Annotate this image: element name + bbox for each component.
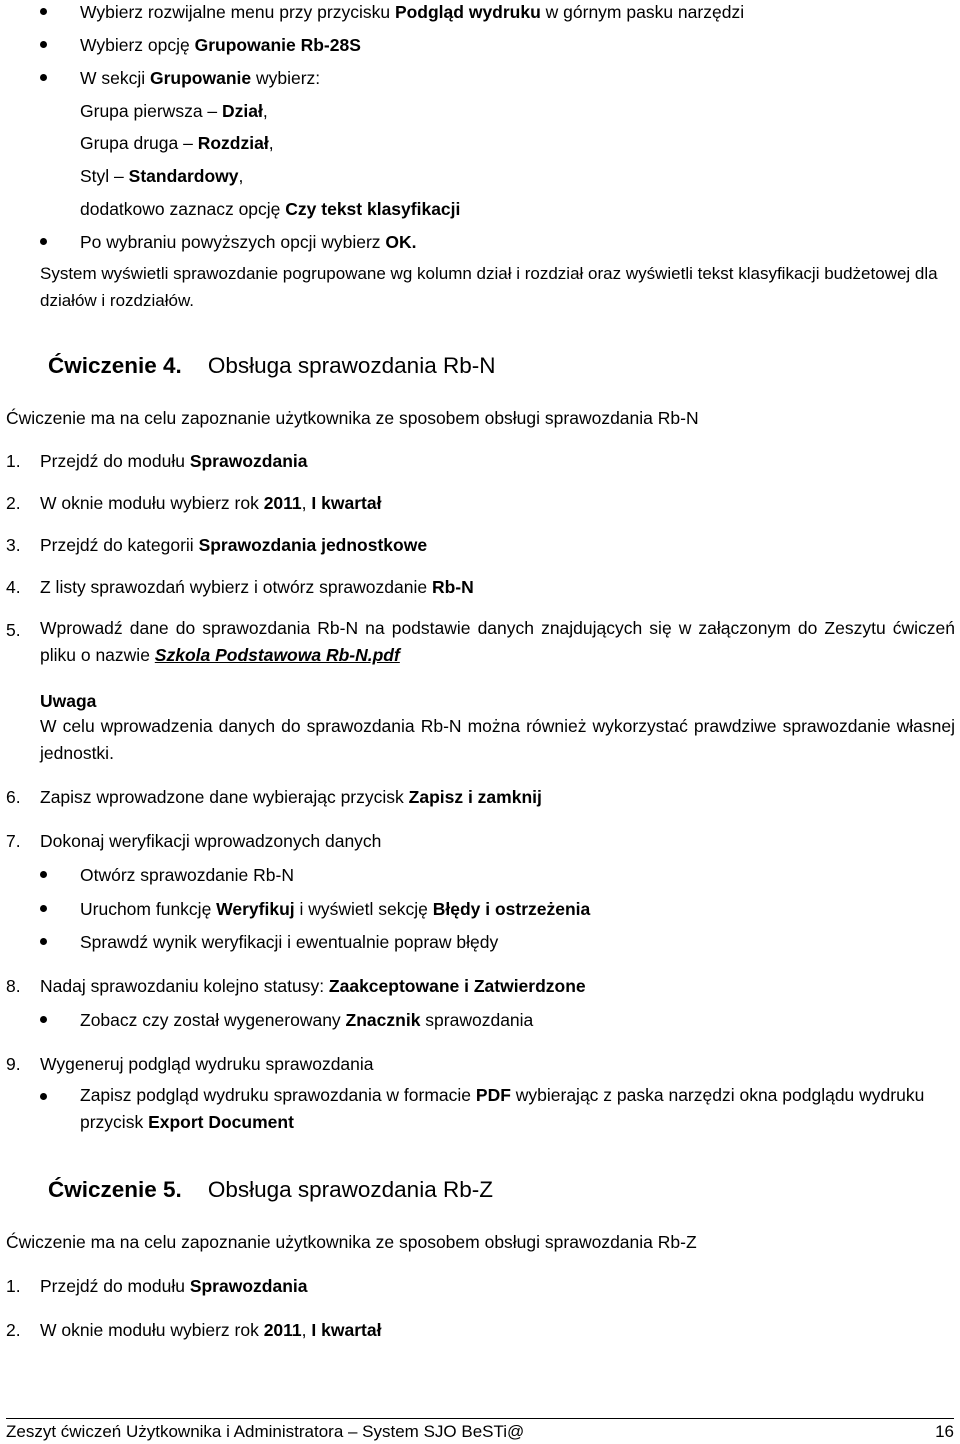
file-name: Szkola Podstawowa Rb-N.pdf: [154, 645, 400, 665]
step-number: 6.: [6, 787, 21, 807]
sub-bullet-item: Sprawdź wynik weryfikacji i ewentualnie popraw błędy: [80, 932, 499, 952]
bullet-item: Po wybraniu powyższych opcji wybierz OK.: [80, 232, 417, 252]
exercise-label: Ćwiczenie 4.: [48, 353, 182, 378]
bullet-icon: [40, 905, 47, 912]
step-number: 1.: [6, 451, 21, 471]
exercise-4-heading: [48, 351, 495, 381]
step-item: W oknie modułu wybierz rok 2011, I kwartał: [40, 1320, 382, 1340]
step-item: Nadaj sprawozdaniu kolejno statusy: Zaakceptowane i Zatwierdzone: [40, 976, 586, 996]
exercise-intro: Ćwiczenie ma na celu zapoznanie użytkownika ze sposobem obsługi sprawozdania Rb-N: [6, 408, 699, 428]
step-number: 7.: [6, 831, 21, 851]
step-number: 5.: [6, 620, 21, 640]
step-item: W oknie modułu wybierz rok 2011, I kwartał: [40, 493, 382, 513]
step-number: 1.: [6, 1276, 21, 1296]
step-number: 8.: [6, 976, 21, 996]
step-number: 2.: [6, 493, 21, 513]
system-note: System wyświetli sprawozdanie pogrupowane wg kolumn dział i rozdział oraz wyświetli tekst klasyfikacji budżetowej dla działów i rozdziałów.: [40, 264, 938, 310]
step-item: Wprowadź dane do sprawozdania Rb-N na podstawie danych znajdujących się w załączonym do Zeszytu ćwiczeń pliku o nazwie Szkola Podstawowa Rb-N.pdf: [40, 618, 955, 665]
bullet-item: Wybierz opcję Grupowanie Rb-28S: [80, 35, 361, 55]
grouping-line: Styl – Standardowy,: [80, 166, 244, 186]
step-number: 3.: [6, 535, 21, 555]
sub-bullet-item: Otwórz sprawozdanie Rb-N: [80, 865, 294, 885]
exercise-intro: Ćwiczenie ma na celu zapoznanie użytkownika ze sposobem obsługi sprawozdania Rb-Z: [6, 1232, 697, 1252]
exercise-title: Obsługa sprawozdania Rb-N: [207, 353, 496, 378]
step-item: Dokonaj weryfikacji wprowadzonych danych: [40, 831, 382, 851]
page-footer: [6, 1418, 954, 1443]
exercise-title: Obsługa sprawozdania Rb-Z: [207, 1177, 493, 1202]
page-number: 16: [935, 1422, 954, 1441]
bullet-icon: [40, 41, 47, 48]
step-item: Przejdź do modułu Sprawozdania: [40, 1276, 308, 1296]
note-text: W celu wprowadzenia danych do sprawozdania Rb-N można również wykorzystać prawdziwe sprawozdanie własnej jednostki.: [40, 716, 955, 763]
bullet-item: Wybierz rozwijalne menu przy przycisku Podgląd wydruku w górnym pasku narzędzi: [80, 2, 745, 22]
step-item: Przejdź do modułu Sprawozdania: [40, 451, 308, 471]
bullet-icon: [40, 1016, 47, 1023]
bullet-icon: [40, 938, 47, 945]
bullet-icon: [40, 238, 47, 245]
bullet-item: W sekcji Grupowanie wybierz:: [80, 68, 321, 88]
sub-bullet-item: Zapisz podgląd wydruku sprawozdania w formacie PDF wybierając z paska narzędzi okna podglądu wydruku przycisk Export Document: [80, 1085, 925, 1132]
sub-bullet-item: Uruchom funkcję Weryfikuj i wyświetl sekcję Błędy i ostrzeżenia: [80, 899, 591, 919]
exercise-label: Ćwiczenie 5.: [48, 1177, 182, 1202]
sub-bullet-item: Zobacz czy został wygenerowany Znacznik sprawozdania: [80, 1010, 534, 1030]
step-item: Z listy sprawozdań wybierz i otwórz sprawozdanie Rb-N: [40, 577, 474, 597]
step-item: Przejdź do kategorii Sprawozdania jednostkowe: [40, 535, 428, 555]
bullet-icon: [40, 8, 47, 15]
bullet-icon: [40, 871, 47, 878]
step-item: Zapisz wprowadzone dane wybierając przycisk Zapisz i zamknij: [40, 787, 542, 807]
grouping-line: Grupa druga – Rozdział,: [80, 133, 274, 153]
step-number: 9.: [6, 1054, 21, 1074]
grouping-line: Grupa pierwsza – Dział,: [80, 101, 268, 121]
footer-title: Zeszyt ćwiczeń Użytkownika i Administratora – System SJO BeSTi@: [6, 1422, 525, 1441]
grouping-line: dodatkowo zaznacz opcję Czy tekst klasyfikacji: [80, 199, 461, 219]
bullet-icon: [40, 1093, 47, 1100]
step-number: 2.: [6, 1320, 21, 1340]
note-title: Uwaga: [40, 691, 97, 711]
step-item: Wygeneruj podgląd wydruku sprawozdania: [40, 1054, 374, 1074]
exercise-5-heading: [48, 1175, 493, 1205]
step-number: 4.: [6, 577, 21, 597]
bullet-icon: [40, 74, 47, 81]
